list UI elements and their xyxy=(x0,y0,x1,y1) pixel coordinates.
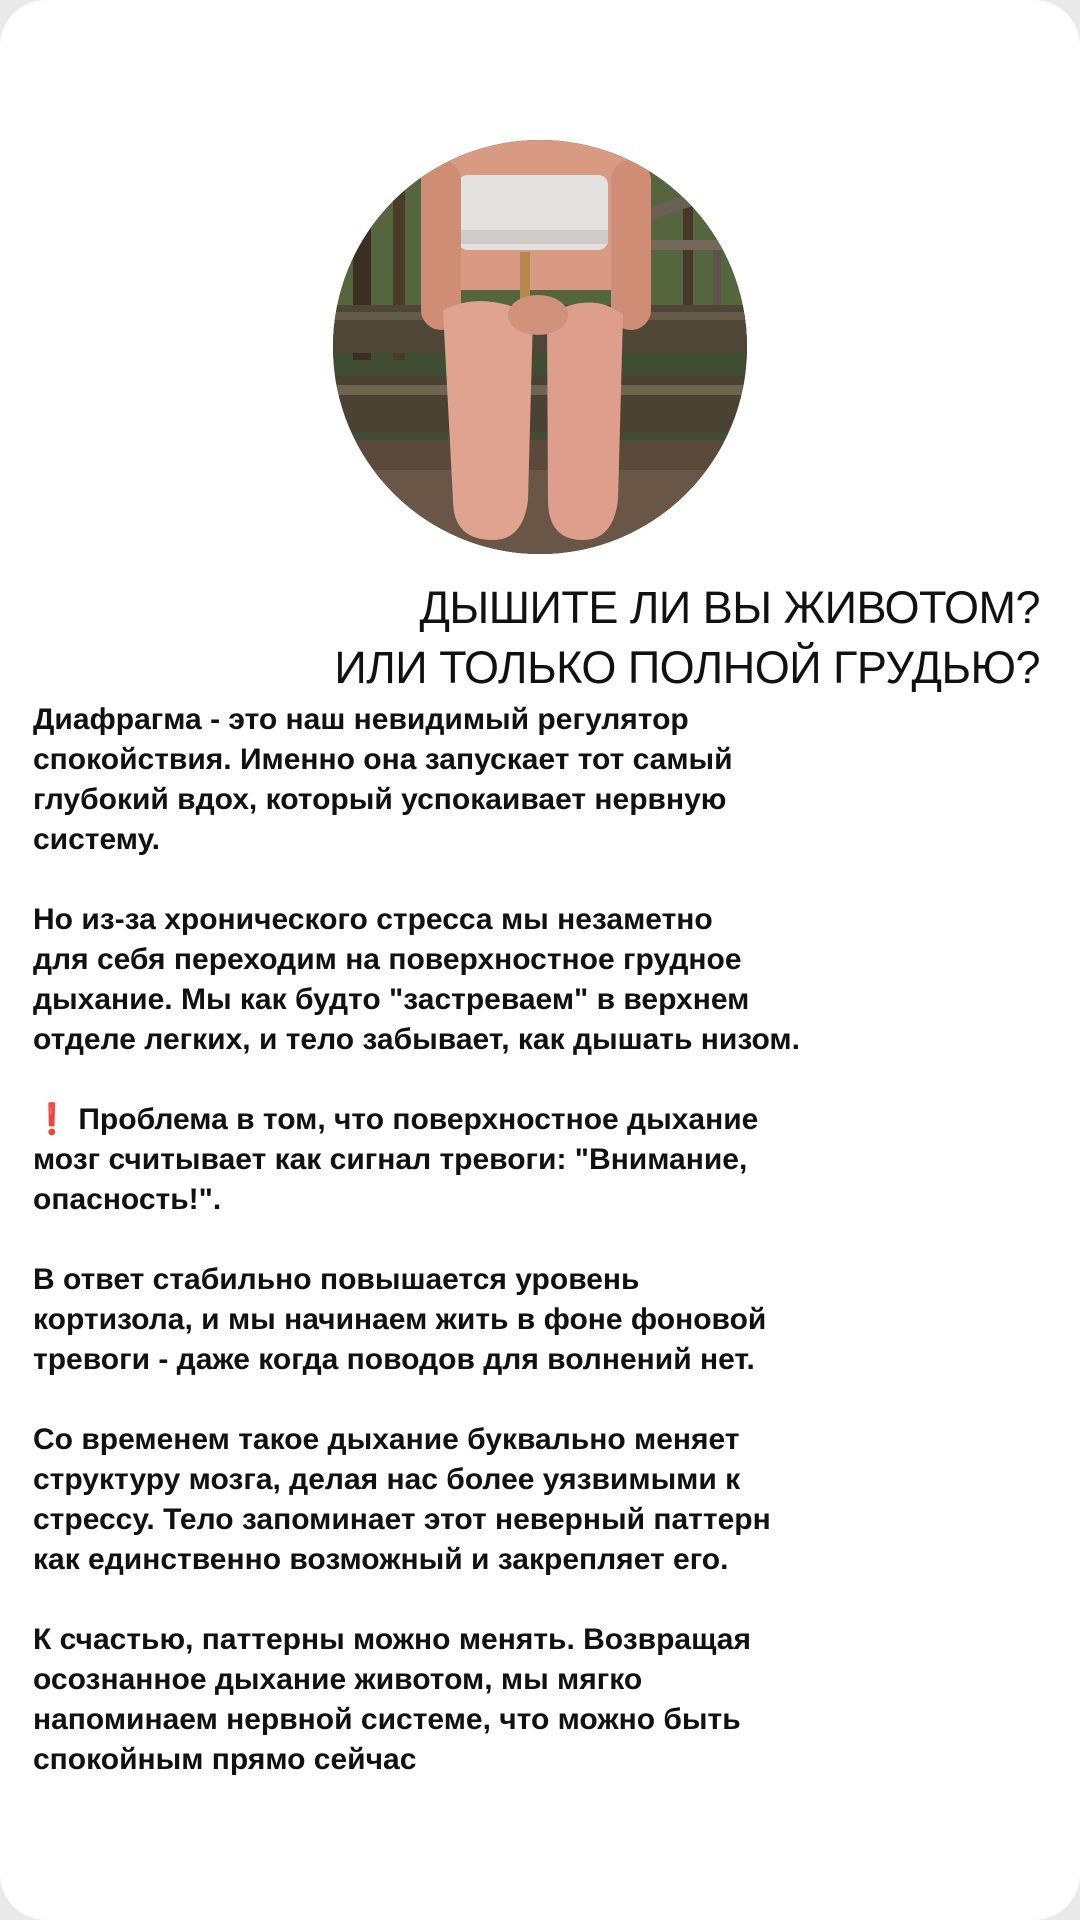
paragraph-5 xyxy=(33,1420,913,1580)
text-line: глубокий вдох, который успокаивает нервную xyxy=(33,783,727,816)
paragraph-6 xyxy=(33,1620,913,1780)
paragraph-1 xyxy=(33,700,913,860)
headline xyxy=(140,578,1040,698)
text-line: Но из-за хронического стресса мы незаметно xyxy=(33,903,713,936)
photo-illustration xyxy=(333,140,747,554)
text-line: тревоги - даже когда поводов для волнений нет. xyxy=(33,1343,755,1376)
text-line: систему. xyxy=(33,823,160,856)
exclamation-icon: ❗ xyxy=(33,1103,71,1136)
paragraph-4 xyxy=(33,1260,913,1380)
text-line: спокойным прямо сейчас xyxy=(33,1743,417,1776)
text-line xyxy=(33,1100,913,1140)
paragraph-3 xyxy=(33,1100,913,1220)
text-line: опасность!". xyxy=(33,1183,222,1216)
text-line: Со временем такое дыхание буквально меняет xyxy=(33,1423,740,1456)
article-body xyxy=(33,700,913,1820)
text-line: отделе легких, и тело забывает, как дышать низом. xyxy=(33,1023,800,1056)
text-line: осознанное дыхание животом, мы мягко xyxy=(33,1663,643,1696)
headline-line-2: ИЛИ ТОЛЬКО ПОЛНОЙ ГРУДЬЮ? xyxy=(334,642,1040,693)
text-line: стрессу. Тело запоминает этот неверный паттерн xyxy=(33,1503,771,1536)
profile-photo-circle xyxy=(333,140,747,554)
text-line: Диафрагма - это наш невидимый регулятор xyxy=(33,703,689,736)
text-line: кортизола, и мы начинаем жить в фоне фоновой xyxy=(33,1303,767,1336)
text-line: спокойствия. Именно она запускает тот самый xyxy=(33,743,733,776)
text-line: как единственно возможный и закрепляет его. xyxy=(33,1543,729,1576)
text-line: дыхание. Мы как будто "застреваем" в верхнем xyxy=(33,983,750,1016)
text-line: В ответ стабильно повышается уровень xyxy=(33,1263,640,1296)
text-line: структуру мозга, делая нас более уязвимыми к xyxy=(33,1463,741,1496)
text-line: напоминаем нервной системе, что можно быть xyxy=(33,1703,741,1736)
paragraph-2 xyxy=(33,900,913,1060)
text-line: для себя переходим на поверхностное грудное xyxy=(33,943,742,976)
text-line: мозг считывает как сигнал тревоги: "Внимание, xyxy=(33,1143,748,1176)
headline-line-1: ДЫШИТЕ ЛИ ВЫ ЖИВОТОМ? xyxy=(419,582,1040,633)
text-line: К счастью, паттерны можно менять. Возвращая xyxy=(33,1623,751,1656)
text-line-content: Проблема в том, что поверхностное дыхание xyxy=(78,1103,759,1136)
